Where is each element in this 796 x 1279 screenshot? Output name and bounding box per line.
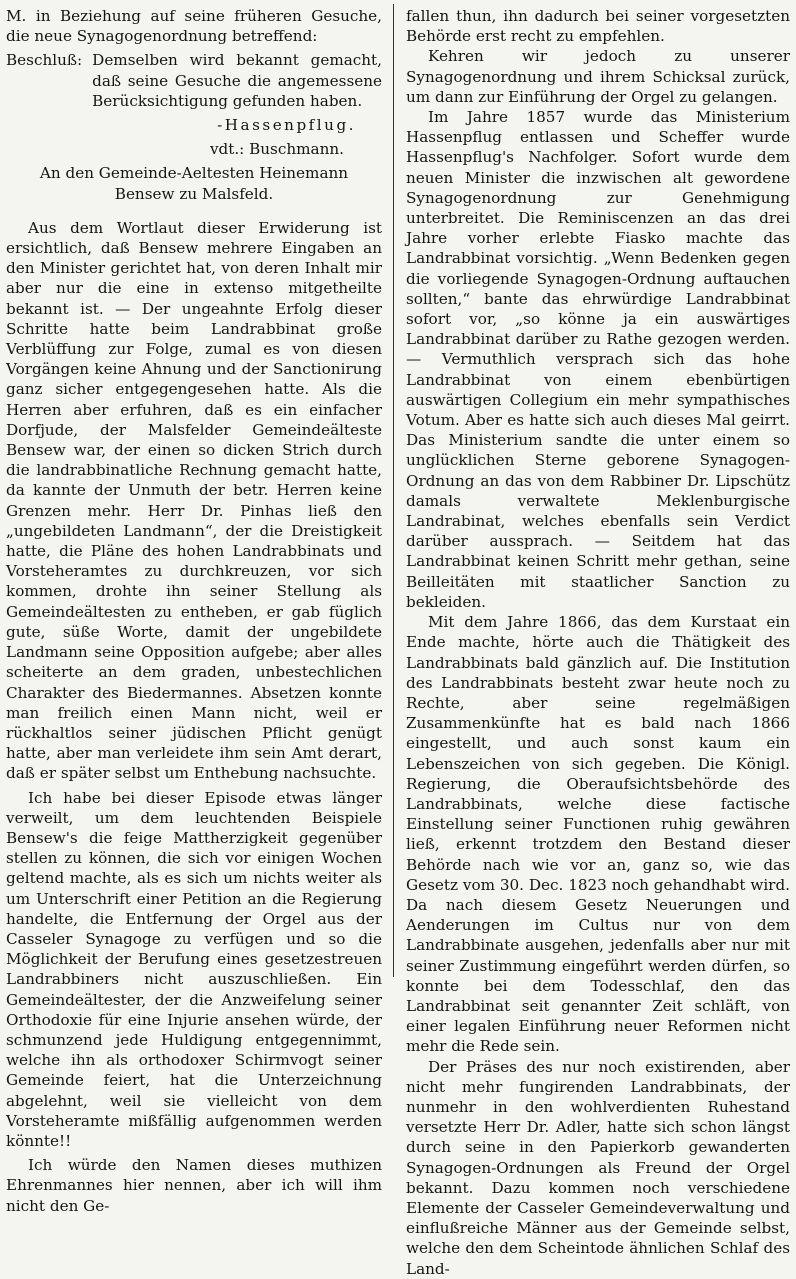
paragraph: Kehren wir jedoch zu unserer Synagogenordnung und ihrem Schicksal zurück, um dann zur Einführung der Orgel zu gelangen. [406,47,790,106]
address-line: An den Gemeinde-Aeltesten Heinemann Bensew zu Malsfeld. [39,164,349,203]
paragraph: Mit dem Jahre 1866, das dem Kurstaat ein Ende machte, hörte auch die Thätigkeit des Landrabbinats bald gänzlich auf. Die Institution des Landrabbinats besteht zwar heute noch zu Rechte, aber seine regelmäßigen Zusammenkünfte hat es bald nach 1866 eingestellt, und auch sonst kaum ein Lebenszeichen von sich gegeben. Die Königl. Regierung, die Oberaufsichtsbehörde des Landrabbinats, welche diese factische Einstellung seiner Functionen ruhig gewähren ließ, erkennt trotzdem den Bestand dieser Behörde nach wie vor an, ganz so, wie das Gesetz vom 30. Dec. 1823 noch gehandhabt wird. Da nach diesem Gesetz Neuerungen und Aenderungen im Cultus nur von dem Landrabbinate ausgehen, jedenfalls aber nur mit seiner Zustimmung eingeführt werden dürfen, so konnte bei dem Todesschlaf, den das Landrabbinat seit genannter Zeit schläft, von einer legalen Einführung neuer Reformen nicht mehr die Rede sein. [406,613,790,1056]
resolution-block [6,50,382,111]
paragraph: Ich würde den Namen dieses muthizen Ehrenmannes hier nennen, aber ich will ihm nicht den Ge- [6,1156,382,1215]
resolution-label: Beschluß: [6,51,83,70]
paragraph: Ich habe bei dieser Episode etwas länger verweilt, um dem leuchtenden Beispiele Bensew's die feige Mattherzigkeit gegenüber stellen zu können, die sich vor einigen Wochen geltend machte, als es sich um nichts weiter als um Unterschrift einer Petition an die Regierung handelte, die Entfernung der Orgel aus der Casseler Synagoge zu verfügen und so die Möglichkeit der Berufung eines gesetzestreuen Landrabbiners nicht auszuschließen. Ein Gemeindeältester, der die Anzweifelung seiner Orthodoxie für eine Injurie ansehen würde, der schmunzend jede Huldigung entgegennimmt, welche ihn als orthodoxer Schirmvogt seiner Gemeinde feiert, hat die Unterzeichnung abgelehnt, weil sie vielleicht von dem Vorsteheramte mißfällig aufgenommen werden könnte!! [6,788,382,1150]
attestation: vdt.: Buschmann. [209,140,344,159]
paragraph: fallen thun, ihn dadurch bei seiner vorgesetzten Behörde erst recht zu empfehlen. [406,7,790,46]
signature: -Hassenpflug. [217,116,356,135]
right-column [406,6,790,1278]
intro-line: M. in Beziehung auf seine früheren Gesuche, die neue Synagogenordnung betreffend: [6,7,382,46]
paragraph: Im Jahre 1857 wurde das Ministerium Hassenpflug entlassen und Scheffer wurde Hassenpflug's Nachfolger. Sofort wurde dem neuen Minister die inzwischen alt gewordene Synagogenordnung zur Genehmigung unterbreitet. Die Reminiscenzen an das drei Jahre vorher erlebte Fiasko machte das Landrabbinat vorsichtig. „Wenn Bedenken gegen die vorliegende Synagogen-Ordnung auftauchen sollten,“ bante das ehrwürdige Landrabbinat sofort vor, „so könne ja ein auswärtiges Landrabbinat darüber zu Rathe gezogen werden. — Vermuthlich versprach sich das hohe Landrabbinat von einem ebenbürtigen auswärtigen Collegium ein mehr sympathisches Votum. Aber es hatte sich auch dieses Mal geirrt. Das Ministerium sandte die unter einem so unglücklichen Sterne geborene Synagogen-Ordnung an das von dem Rabbiner Dr. Lipschütz damals verwaltete Meklenburgische Landrabinat, welches ebenfalls sein Verdict darüber aussprach. — Seitdem hat das Landrabbinat keinen Schritt mehr gethan, seine Beilleitäten mit staatlicher Sanction zu bekleiden. [406,108,790,611]
resolution-text: Demselben wird bekannt gemacht, daß seine Gesuche die angemessene Berücksichtigung gefunden haben. [92,51,382,110]
column-divider [393,4,394,977]
left-column [6,6,382,1215]
paragraph: Der Präses des nur noch existirenden, aber nicht mehr fungirenden Landrabbinats, der nunmehr in den wohlverdienten Ruhestand versetzte Herr Dr. Adler, hatte sich schon längst durch seine in den Papierkorb gewanderten Synagogen-Ordnungen als Freund der Orgel bekannt. Dazu kommen noch verschiedene Elemente der Casseler Gemeindeverwaltung und einflußreiche Männer aus der Gemeinde selbst, welche den dem Scheintode ähnlichen Schlaf des Land- [406,1057,790,1278]
paragraph: Aus dem Wortlaut dieser Erwiderung ist ersichtlich, daß Bensew mehrere Eingaben an den Minister gerichtet hat, von deren Inhalt mir aber nur die eine in extenso mitgetheilte bekannt ist. — Der ungeahnte Erfolg dieser Schritte hatte beim Landrabbinat große Verblüffung zur Folge, zumal es von diesen Vorgängen keine Ahnung und der Sanctionirung ganz sicher entgegengesehen hatte. Als die Herren aber erfuhren, daß es ein einfacher Dorfjude, der Malsfelder Gemeindeälteste Bensew war, der einen so dicken Strich durch die landrabbinatliche Rechnung gemacht hatte, da kannte der Unmuth der betr. Herren keine Grenzen mehr. Herr Dr. Pinhas ließ den „ungebildeten Landmann“, der die Dreistigkeit hatte, die Pläne des hohen Landrabbinats und Vorsteheramtes zu durchkreuzen, vor sich kommen, drohte ihn seiner Stellung als Gemeindeältesten zu entheben, er gab füglich gute, süße Worte, damit der ungebildete Landmann seine Opposition aufgebe; aber alles scheiterte an dem graden, unbestechlichen Charakter des Biedermannes. Absetzen konnte man freilich einen Mann nicht, weil er rückhaltlos seiner jüdischen Pflicht genügt hatte, aber man verleidete ihm sein Amt derart, daß er später selbst um Enthebung nachsuchte. [6,218,382,783]
